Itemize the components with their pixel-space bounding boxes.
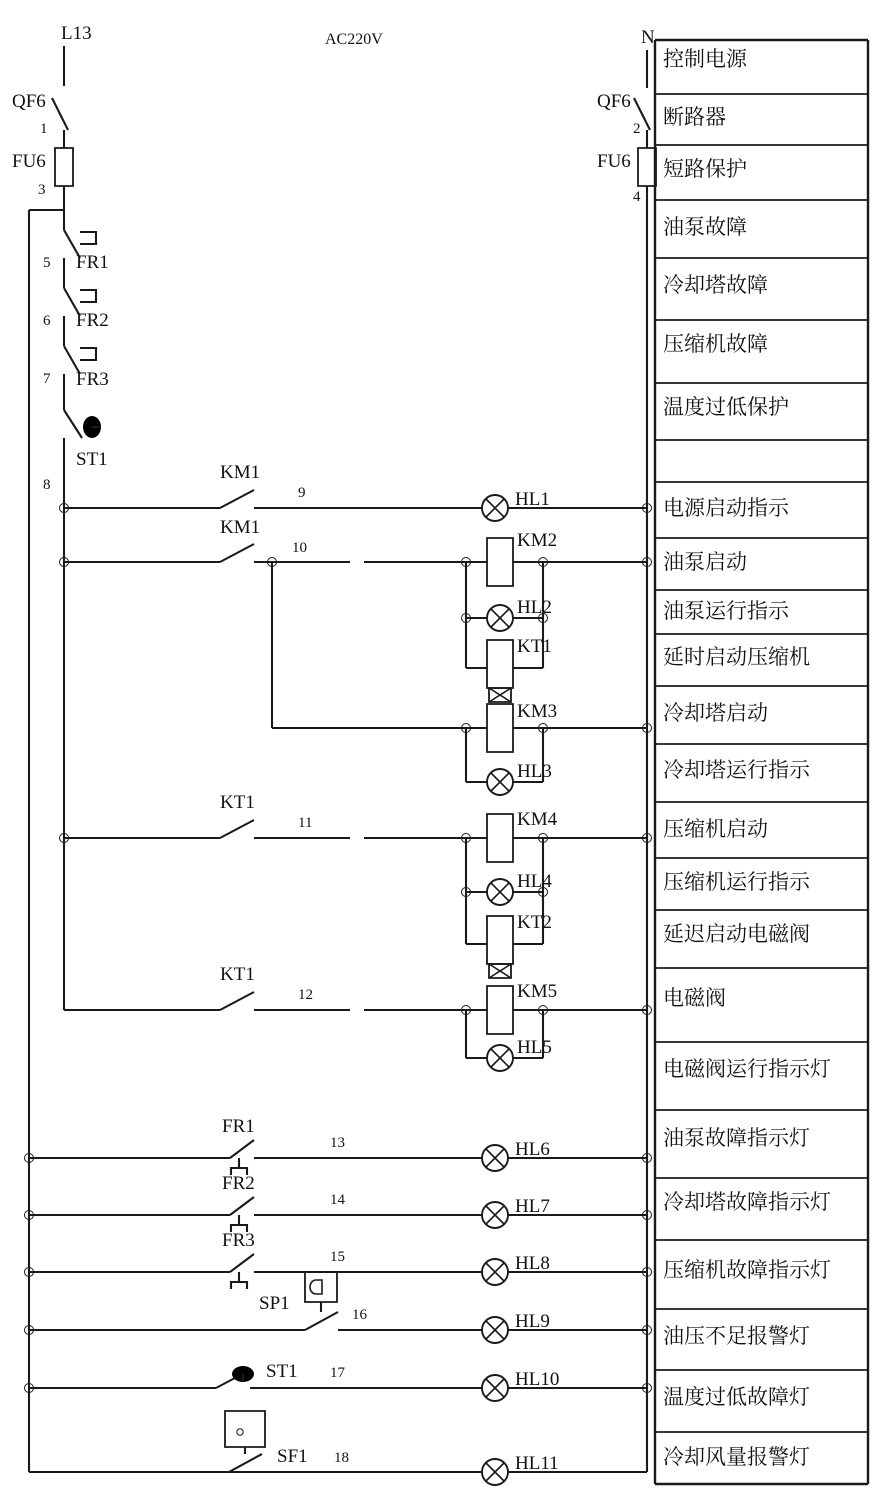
label-hl11: HL11 [515, 1453, 559, 1474]
label-ac220v: AC220V [325, 31, 383, 48]
function-table-row-label: 电磁阀 [663, 986, 726, 1010]
rung-power-indicator [64, 490, 652, 521]
function-table-row-label: 电磁阀运行指示灯 [663, 1057, 831, 1081]
label-sf1: SF1 [277, 1446, 308, 1467]
label-wire-2: 2 [633, 121, 641, 137]
label-hl5: HL5 [517, 1037, 552, 1058]
label-wire-18: 18 [334, 1450, 349, 1466]
label-l13: L13 [61, 23, 92, 44]
label-kt2-coil: KT2 [517, 912, 552, 933]
function-table-row-label: 油泵启动 [663, 550, 747, 574]
rung-compressor [64, 814, 652, 978]
label-qf6-right: QF6 [597, 91, 631, 112]
label-neutral: N [641, 27, 655, 48]
label-kt1-coil: KT1 [517, 636, 552, 657]
label-fr3-nc: FR3 [76, 369, 109, 390]
function-table-row-label: 冷却塔运行指示 [663, 758, 810, 782]
label-wire-13: 13 [330, 1135, 345, 1151]
label-hl8: HL8 [515, 1253, 550, 1274]
label-wire-14: 14 [330, 1192, 345, 1208]
function-table-row-label: 短路保护 [663, 157, 747, 181]
function-table-row-label: 压缩机故障指示灯 [663, 1258, 831, 1282]
label-wire-16: 16 [352, 1307, 367, 1323]
label-wire-4: 4 [633, 189, 641, 205]
label-wire-1: 1 [40, 121, 48, 137]
label-wire-11: 11 [298, 815, 313, 831]
label-st1-nc: ST1 [76, 449, 108, 470]
label-hl1: HL1 [515, 489, 550, 510]
label-st1-no: ST1 [266, 1361, 298, 1382]
function-table-row-label: 冷却风量报警灯 [663, 1445, 810, 1469]
label-fr3-no: FR3 [222, 1230, 255, 1251]
label-wire-7: 7 [43, 371, 51, 387]
function-table-row-label: 电源启动指示 [663, 496, 789, 520]
function-table-row-label: 冷却塔故障 [663, 273, 768, 297]
label-fu6-left: FU6 [12, 151, 46, 172]
label-hl6: HL6 [515, 1139, 550, 1160]
label-hl3: HL3 [517, 761, 552, 782]
function-table-row-label: 油泵运行指示 [663, 599, 789, 623]
label-fr2-no: FR2 [222, 1173, 255, 1194]
rung-oil-pressure-alarm [29, 1272, 652, 1343]
label-kt1-a: KT1 [220, 792, 255, 813]
function-table-row-label: 断路器 [663, 105, 726, 129]
label-km3: KM3 [517, 701, 558, 722]
function-table-row-label: 温度过低故障灯 [663, 1385, 810, 1409]
function-table-row-label: 油泵故障 [663, 215, 747, 239]
function-table-row-label: 油泵故障指示灯 [663, 1126, 810, 1150]
inner-control-bus [60, 504, 69, 1011]
label-fr1-nc: FR1 [76, 252, 109, 273]
rung-oil-pump [64, 538, 652, 728]
label-wire-3: 3 [38, 182, 46, 198]
right-supply-branch [634, 50, 656, 1472]
label-sp1: SP1 [259, 1293, 290, 1314]
label-wire-10: 10 [292, 540, 307, 556]
label-km2: KM2 [517, 530, 558, 551]
label-wire-17: 17 [330, 1365, 345, 1381]
label-wire-5: 5 [43, 255, 51, 271]
label-km1-a: KM1 [220, 462, 261, 483]
function-table-row-label: 温度过低保护 [663, 395, 789, 419]
label-fr1-no: FR1 [222, 1116, 255, 1137]
function-table-row-label: 油压不足报警灯 [663, 1324, 810, 1348]
function-table-row-label: 冷却塔启动 [663, 701, 768, 725]
label-hl2: HL2 [517, 597, 552, 618]
label-wire-8: 8 [43, 477, 51, 493]
function-table-row-label: 压缩机运行指示 [663, 870, 810, 894]
function-table-row-label: 延时启动压缩机 [663, 645, 810, 669]
label-hl10: HL10 [515, 1369, 560, 1390]
function-table-row-label: 控制电源 [663, 47, 747, 71]
label-hl7: HL7 [515, 1196, 550, 1217]
label-hl9: HL9 [515, 1311, 550, 1332]
rung-solenoid-valve [64, 986, 652, 1071]
label-fu6-right: FU6 [597, 151, 631, 172]
function-table-row-label: 压缩机启动 [663, 817, 768, 841]
label-wire-9: 9 [298, 485, 306, 501]
label-hl4: HL4 [517, 871, 552, 892]
function-table-row-label: 压缩机故障 [663, 332, 768, 356]
label-wire-12: 12 [298, 987, 313, 1003]
label-wire-15: 15 [330, 1249, 345, 1265]
label-wire-6: 6 [43, 313, 51, 329]
label-km1-b: KM1 [220, 517, 261, 538]
function-table-row-label: 冷却塔故障指示灯 [663, 1190, 831, 1214]
label-km4: KM4 [517, 809, 558, 830]
left-supply-branch [52, 46, 73, 210]
function-table-row-label: 延迟启动电磁阀 [663, 922, 810, 946]
label-km5: KM5 [517, 981, 558, 1002]
label-fr2-nc: FR2 [76, 310, 109, 331]
label-kt1-b: KT1 [220, 964, 255, 985]
label-qf6-left: QF6 [12, 91, 46, 112]
